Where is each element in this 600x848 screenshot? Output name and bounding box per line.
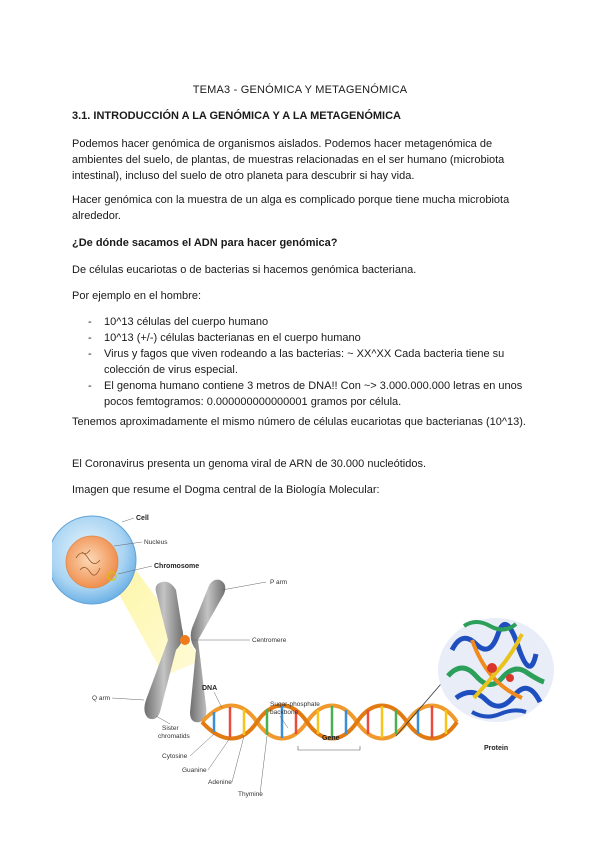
paragraph-3: De células eucariotas o de bacterias si hacemos genómica bacteriana. xyxy=(72,264,417,276)
document-title: TEMA3 - GENÓMICA Y METAGENÓMICA xyxy=(192,84,408,96)
label-dna: DNA xyxy=(202,685,218,692)
label-guanine: Guanine xyxy=(182,767,207,774)
label-cytosine: Cytosine xyxy=(162,753,188,760)
paragraph-1: Podemos hacer genómica de organismos aislados. Podemos hacer metagenómica de ambientes del suelo, de plantas, de muestras relacionadas en el ser humano (microbiota intestinal), incluso del suelo de otro planeta para descubrir si hay vida. xyxy=(72,138,505,182)
list-item: - Virus y fagos que viven rodeando a las bacterias: ~ XX^XX Cada bacteria tiene su colección de virus especial. xyxy=(88,346,528,378)
label-sugar-1: Sugar-phosphate xyxy=(270,701,320,708)
label-gene: Gene xyxy=(322,735,340,742)
section-heading: 3.1. INTRODUCCIÓN A LA GENÓMICA Y A LA METAGENÓMICA xyxy=(72,110,401,122)
list-item: - 10^13 células del cuerpo humano xyxy=(88,314,528,330)
label-centromere: Centromere xyxy=(252,637,287,644)
label-chromosome: Chromosome xyxy=(154,563,200,570)
label-qarm: Q arm xyxy=(92,695,111,702)
label-sister: Sister xyxy=(162,725,179,732)
label-protein: Protein xyxy=(484,745,509,752)
label-parm: P arm xyxy=(270,579,288,586)
paragraph-6: El Coronavirus presenta un genoma viral de ARN de 30.000 nucleótidos. xyxy=(72,458,427,470)
dna-helix-icon xyxy=(202,706,457,739)
label-cell: Cell xyxy=(136,515,149,522)
cell-icon xyxy=(52,516,136,604)
protein-icon xyxy=(438,618,554,722)
label-chromatids: chromatids xyxy=(158,733,190,740)
bullet-list xyxy=(88,314,528,410)
paragraph-2: Hacer genómica con la muestra de un alga es complicado porque tiene mucha microbiota alrededor. xyxy=(72,194,510,222)
paragraph-4: Por ejemplo en el hombre: xyxy=(72,290,202,302)
label-adenine: Adenine xyxy=(208,779,232,786)
label-nucleus: Nucleus xyxy=(144,539,168,546)
label-thymine: Thymine xyxy=(238,791,263,798)
question-heading: ¿De dónde sacamos el ADN para hacer genómica? xyxy=(72,237,338,249)
label-sugar-2: backbone xyxy=(270,709,299,716)
paragraph-7: Imagen que resume el Dogma central de la Biología Molecular: xyxy=(72,484,380,496)
central-dogma-figure xyxy=(52,500,562,812)
list-item: - El genoma humano contiene 3 metros de DNA!! Con ~> 3.000.000.000 letras en unos pocos femtogramos: 0.000000000000001 gramos por célula. xyxy=(88,378,528,410)
list-item: - 10^13 (+/-) células bacterianas en el cuerpo humano xyxy=(88,330,528,346)
paragraph-5: Tenemos aproximadamente el mismo número de células eucariotas que bacterianas (10^13). xyxy=(72,416,526,428)
